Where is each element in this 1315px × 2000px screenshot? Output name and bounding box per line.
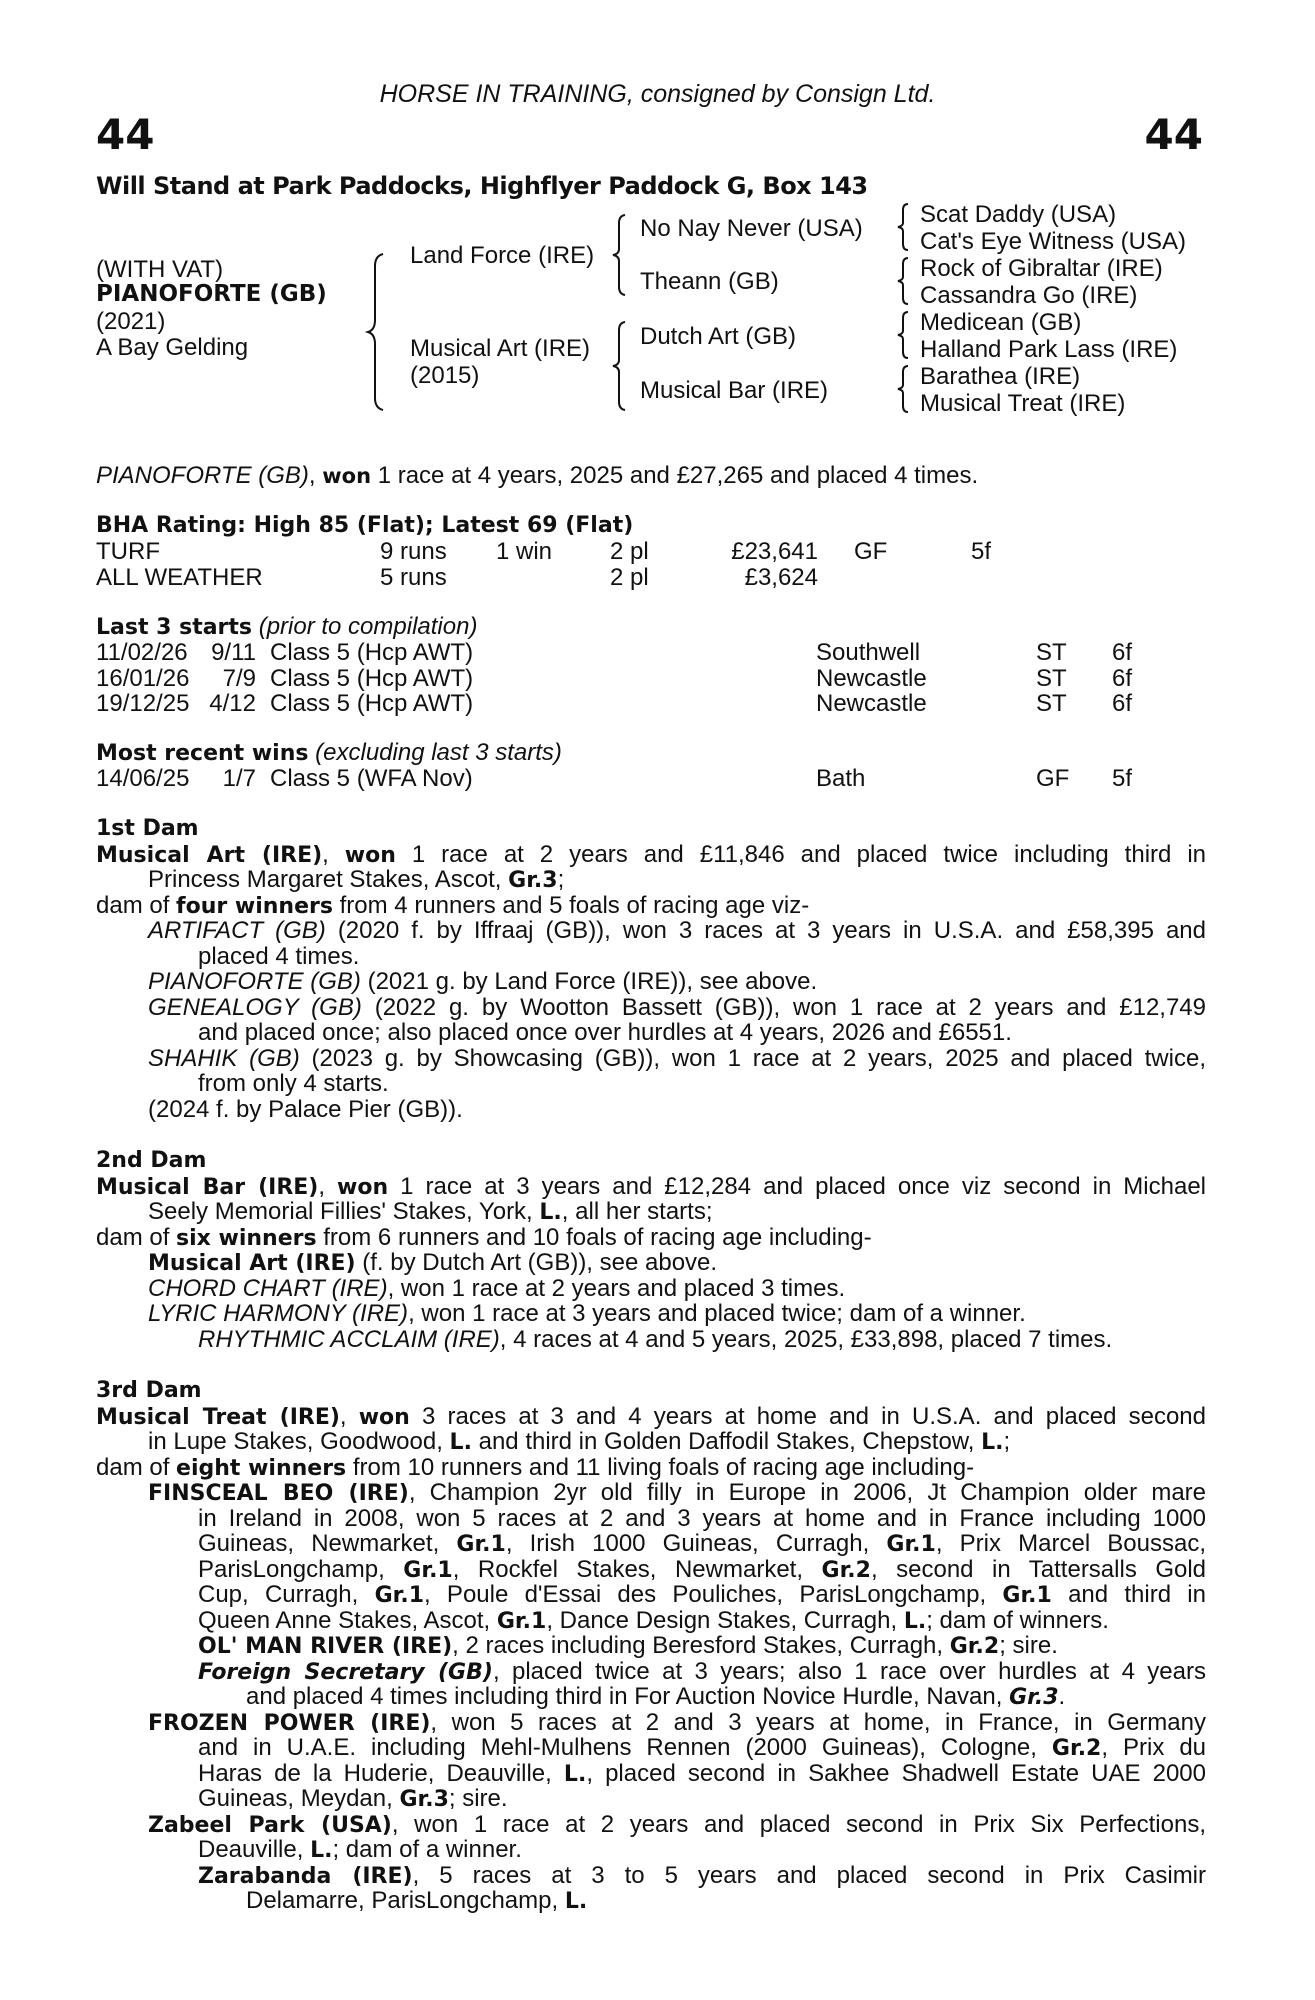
start-going: ST <box>1036 639 1067 666</box>
recent-wins-heading <box>96 740 562 767</box>
second-dam-heading: 2nd Dam <box>96 1148 207 1173</box>
pedigree-gen3-1: Scat Daddy (USA) <box>920 201 1117 228</box>
punctuation: . <box>1058 1683 1066 1710</box>
first-dam-heading: 1st Dam <box>96 816 199 841</box>
grade-label: Gr.1 <box>496 1608 547 1634</box>
rating-surface: TURF <box>96 538 160 565</box>
produce-text: and placed 4 times including third in For Auction Novice Hurdle, Navan, <box>246 1683 1003 1710</box>
produce-text: , Poule d'Essai des Pouliches, ParisLongchamp, <box>424 1581 987 1608</box>
last-starts-table <box>96 640 1136 718</box>
win-date: 14/06/25 <box>96 765 190 792</box>
produce-name: RHYTHMIC ACCLAIM (IRE) <box>198 1325 500 1353</box>
pedigree-brace-g3-3 <box>895 310 911 360</box>
race-text: and third in Golden Daffodil Stakes, Chepstow, <box>478 1428 975 1455</box>
start-race: Class 5 (Hcp AWT) <box>270 639 474 666</box>
start-distance: 6f <box>1112 639 1133 666</box>
produce-name: Zarabanda (IRE) <box>198 1863 413 1889</box>
pedigree-brace-g3-1 <box>895 202 911 252</box>
intro-text: dam of <box>96 1223 170 1251</box>
produce-continuation <box>96 1506 1206 1532</box>
recent-wins-title: Most recent wins <box>96 741 309 766</box>
start-date: 16/01/26 <box>96 664 190 692</box>
produce-name: SHAHIK (GB) <box>148 1044 300 1072</box>
produce-name: Zabeel Park (USA) <box>148 1812 392 1838</box>
produce-text: and third in <box>1068 1581 1206 1608</box>
pedigree-brace-g3-2 <box>895 256 911 306</box>
produce-text: , Champion 2yr old filly in Europe in 2006, Jt Champion older mare <box>408 1479 1207 1506</box>
produce-text: , Rockfel Stakes, Newmarket, <box>452 1555 804 1583</box>
produce-item <box>96 1480 1206 1506</box>
produce-text: Haras de la Huderie, Deauville, <box>198 1759 552 1787</box>
second-dam-name: Musical Bar (IRE) <box>96 1174 319 1200</box>
punctuation: ; <box>1003 1428 1011 1455</box>
start-row <box>96 640 1136 666</box>
rating-going: GF <box>854 538 888 565</box>
produce-text: , second in Tattersalls Gold <box>870 1555 1207 1583</box>
intro-text: dam of <box>96 1453 170 1481</box>
produce-continuation <box>96 1608 1206 1634</box>
punctuation: ; <box>557 866 565 893</box>
start-going: ST <box>1036 690 1067 717</box>
produce-item <box>96 1301 1206 1327</box>
grade-label: Gr.3 <box>1009 1685 1059 1710</box>
second-dam-line-1: Musical Bar (IRE), won 1 race at 3 years and £12,284 and placed once viz second in Michael <box>96 1172 1207 1200</box>
produce-text: , Irish 1000 Guineas, Curragh, <box>505 1530 870 1557</box>
rating-row-turf <box>96 539 1096 565</box>
produce-continuation <box>96 1786 1206 1812</box>
produce-text: , placed second in Sakhee Shadwell Estate UAE 2000 <box>586 1759 1207 1787</box>
grandproduce-item <box>96 1633 1206 1659</box>
produce-continuation <box>96 1888 1206 1914</box>
produce-continuation <box>96 1557 1206 1583</box>
produce-name: OL' MAN RIVER (IRE) <box>198 1634 453 1659</box>
produce-text: , 2 races including Beresford Stakes, Curragh, <box>452 1632 944 1659</box>
catalogue-header-title: HORSE IN TRAINING, consigned by Consign Ltd. <box>379 80 936 108</box>
horse-foaling-year: (2021) <box>96 308 166 335</box>
pedigree-dam-dam: Musical Bar (IRE) <box>640 377 829 404</box>
produce-name: GENEALOGY (GB) <box>148 993 362 1021</box>
produce-item <box>96 969 1206 995</box>
produce-item <box>96 1812 1206 1838</box>
third-dam-name: Musical Treat (IRE) <box>96 1404 340 1430</box>
produce-text: , Prix Marcel Boussac, <box>935 1530 1207 1557</box>
bha-rating-heading: BHA Rating: High 85 (Flat); Latest 69 (Flat) <box>96 513 634 538</box>
summary-won: won <box>322 464 372 488</box>
pedigree-brace-dam <box>610 320 628 412</box>
win-distance: 5f <box>1112 765 1133 792</box>
grandproduce-item <box>96 1863 1206 1889</box>
pedigree-brace-g3-4 <box>895 364 911 414</box>
produce-continuation <box>96 1582 1206 1608</box>
winners-count: eight winners <box>176 1455 347 1481</box>
grade-label: Gr.1 <box>886 1532 936 1557</box>
produce-name: LYRIC HARMONY (IRE) <box>148 1300 409 1327</box>
third-dam-line-2 <box>96 1429 1206 1455</box>
won-label: won <box>344 842 396 868</box>
produce-item <box>96 918 1206 944</box>
produce-text: , placed twice at 3 years; also 1 race over hurdles at 4 years <box>492 1657 1206 1685</box>
listed-label: L. <box>563 1761 587 1787</box>
race-text: Seely Memorial Fillies' Stakes, York, <box>148 1198 533 1225</box>
grade-label: Gr.1 <box>1002 1583 1052 1608</box>
pedigree-gen3-7: Barathea (IRE) <box>920 363 1081 390</box>
start-course: Newcastle <box>816 690 927 717</box>
listed-label: L. <box>449 1430 472 1455</box>
summary-horse-name: PIANOFORTE (GB) <box>96 462 309 489</box>
produce-text: from only 4 starts. <box>198 1070 389 1097</box>
won-label: won <box>337 1174 389 1200</box>
rating-row-all-weather <box>96 565 1096 591</box>
stabling-location: Will Stand at Park Paddocks, Highflyer Paddock G, Box 143 <box>96 172 868 200</box>
produce-text: in Ireland in 2008, won 5 races at 2 and 3 years at home and in France including 1000 <box>198 1504 1206 1532</box>
produce-text: Cup, Curragh, <box>198 1581 359 1608</box>
produce-text: (2020 f. by Iffraaj (GB)), won 3 races at 3 years in U.S.A. and £58,395 and <box>337 917 1206 944</box>
produce-text: placed 4 times. <box>198 942 360 970</box>
first-dam-line-1: Musical Art (IRE), won 1 race at 2 years and £11,846 and placed twice including third in <box>96 840 1206 868</box>
pedigree-dam-year: (2015) <box>410 362 480 389</box>
produce-name: PIANOFORTE (GB) <box>148 968 361 995</box>
intro-text: from 6 runners and 10 foals of racing age including- <box>323 1223 872 1251</box>
pedigree-brace-sire <box>610 213 628 297</box>
produce-item <box>96 1046 1206 1072</box>
produce-text: , won 1 race at 2 years and placed second in Prix Six Perfections, <box>391 1810 1207 1838</box>
race-record-summary <box>96 463 978 490</box>
horse-name: PIANOFORTE (GB) <box>96 281 327 307</box>
pedigree-brace-main <box>365 252 387 412</box>
listed-label: L. <box>310 1838 333 1863</box>
third-dam-line-1: Musical Treat (IRE), won 3 races at 3 and 4 years at home and in U.S.A. and placed second <box>96 1402 1206 1430</box>
produce-item <box>96 1097 1206 1123</box>
second-dam-section <box>96 1148 1206 1352</box>
produce-continuation <box>96 944 1206 970</box>
rating-runs: 5 runs <box>380 563 447 591</box>
grade-label: Gr.3 <box>399 1787 449 1812</box>
win-course: Bath <box>816 765 866 792</box>
race-text: Princess Margaret Stakes, Ascot, <box>148 866 502 893</box>
rating-table <box>96 539 1096 591</box>
win-position: 1/7 <box>222 765 256 792</box>
rating-placed: 2 pl <box>610 538 649 565</box>
produce-text: , Dance Design Stakes, Curragh, <box>546 1606 898 1634</box>
produce-text: , won 1 race at 3 years and placed twice; dam of a winner. <box>408 1300 1026 1327</box>
third-dam-record: 3 races at 3 and 4 years at home and in U.S.A. and placed second <box>422 1402 1206 1430</box>
summary-text: 1 race at 4 years, 2025 and £27,265 and placed 4 times. <box>377 462 979 489</box>
produce-text: ParisLongchamp, <box>198 1555 385 1583</box>
pedigree-dam: Musical Art (IRE) <box>410 335 591 362</box>
rating-distance: 5f <box>971 538 992 565</box>
rating-wins: 1 win <box>496 538 553 565</box>
lot-number-right: 44 <box>1144 110 1203 159</box>
rating-placed: 2 pl <box>610 563 649 591</box>
start-going: ST <box>1036 664 1067 692</box>
last-starts-note: (prior to compilation) <box>258 613 478 640</box>
produce-text: , 4 races at 4 and 5 years, 2025, £33,898, placed 7 times. <box>499 1325 1113 1353</box>
won-label: won <box>358 1404 410 1430</box>
produce-text: ; dam of a winner. <box>332 1836 522 1863</box>
grade-label: Gr.1 <box>374 1583 425 1608</box>
grade-label: Gr.2 <box>821 1557 871 1583</box>
third-dam-heading: 3rd Dam <box>96 1378 202 1403</box>
first-dam-produce-intro <box>96 893 1206 919</box>
second-dam-produce-intro <box>96 1225 1206 1251</box>
win-going: GF <box>1036 765 1070 792</box>
grade-label: Gr.3 <box>508 868 558 893</box>
produce-text: Delamarre, ParisLongchamp, <box>246 1887 559 1914</box>
pedigree-gen3-3: Rock of Gibraltar (IRE) <box>920 255 1163 282</box>
produce-item <box>96 995 1206 1021</box>
produce-name: Musical Art (IRE) <box>148 1251 356 1276</box>
start-distance: 6f <box>1112 664 1133 692</box>
produce-continuation <box>96 1071 1206 1097</box>
start-date: 19/12/25 <box>96 690 190 717</box>
produce-text: (2024 f. by Palace Pier (GB)). <box>148 1095 463 1123</box>
listed-label: L. <box>903 1608 927 1634</box>
produce-item <box>96 1276 1206 1302</box>
pedigree-dam-sire: Dutch Art (GB) <box>640 323 797 350</box>
grade-label: Gr.1 <box>456 1532 506 1557</box>
rating-earnings: £23,641 <box>731 538 818 565</box>
last-starts-title: Last 3 starts <box>96 615 253 640</box>
listed-label: L. <box>539 1200 562 1225</box>
first-dam-name: Musical Art (IRE) <box>96 842 323 868</box>
listed-label: L. <box>981 1430 1004 1455</box>
pedigree-sire: Land Force (IRE) <box>410 242 595 269</box>
start-position: 4/12 <box>209 690 256 717</box>
start-course: Southwell <box>816 639 921 666</box>
grade-label: Gr.1 <box>403 1557 453 1583</box>
produce-text: (2022 g. by Wootton Bassett (GB)), won 1 race at 2 years and £12,749 <box>374 993 1207 1021</box>
grandproduce-item <box>96 1659 1206 1685</box>
produce-continuation <box>96 1735 1206 1761</box>
intro-text: from 4 runners and 5 foals of racing age viz- <box>339 891 810 919</box>
grade-label: Gr.2 <box>1051 1736 1102 1761</box>
recent-wins-table <box>96 766 1136 792</box>
produce-name: ARTIFACT (GB) <box>148 917 326 944</box>
start-position: 7/9 <box>222 664 256 692</box>
produce-name: Foreign Secretary (GB) <box>198 1659 493 1685</box>
third-dam-section <box>96 1378 1206 1914</box>
produce-text: Deauville, <box>198 1836 304 1863</box>
produce-name: FINSCEAL BEO (IRE) <box>148 1481 409 1506</box>
produce-item <box>96 1327 1206 1353</box>
produce-text: Queen Anne Stakes, Ascot, <box>198 1606 491 1634</box>
lot-number-left: 44 <box>96 110 155 159</box>
pedigree-sire-dam: Theann (GB) <box>640 268 779 295</box>
intro-text: dam of <box>96 891 170 919</box>
intro-text: from 10 runners and 11 living foals of racing age including- <box>352 1453 975 1481</box>
pedigree-gen3-6: Halland Park Lass (IRE) <box>920 336 1178 363</box>
produce-continuation <box>96 1684 1206 1710</box>
produce-text: and placed once; also placed once over hurdles at 4 years, 2026 and £6551. <box>198 1019 1012 1046</box>
pedigree-gen3-2: Cat's Eye Witness (USA) <box>920 228 1186 255</box>
produce-item <box>96 1710 1206 1736</box>
produce-text: (f. by Dutch Art (GB)), see above. <box>362 1249 718 1276</box>
summary-separator: , <box>308 462 316 489</box>
rating-surface: ALL WEATHER <box>96 563 263 591</box>
race-text: , all her starts; <box>561 1198 713 1225</box>
win-race: Class 5 (WFA Nov) <box>270 765 473 792</box>
start-course: Newcastle <box>816 664 927 692</box>
produce-text: ; sire. <box>448 1785 508 1812</box>
produce-text: , Prix du <box>1101 1734 1207 1761</box>
start-position: 9/11 <box>211 639 256 666</box>
first-dam-section <box>96 816 1206 1122</box>
listed-label: L. <box>564 1889 588 1914</box>
start-distance: 6f <box>1112 690 1133 717</box>
pedigree-gen3-5: Medicean (GB) <box>920 309 1082 336</box>
grade-label: Gr.2 <box>949 1634 1000 1659</box>
produce-name: FROZEN POWER (IRE) <box>148 1710 431 1736</box>
produce-continuation <box>96 1531 1206 1557</box>
produce-text: , 5 races at 3 to 5 years and placed second in Prix Casimir <box>412 1861 1207 1889</box>
produce-text: ; dam of winners. <box>926 1606 1109 1634</box>
rating-earnings: £3,624 <box>744 563 818 591</box>
vat-status: (WITH VAT) <box>96 256 224 283</box>
produce-text: Guineas, Newmarket, <box>198 1530 440 1557</box>
produce-item <box>96 1250 1206 1276</box>
produce-text: (2023 g. by Showcasing (GB)), won 1 race at 2 years, 2025 and placed twice, <box>311 1044 1206 1072</box>
winners-count: six winners <box>176 1225 317 1251</box>
start-date: 11/02/26 <box>96 639 188 666</box>
rating-runs: 9 runs <box>380 538 447 565</box>
start-row <box>96 666 1136 692</box>
win-row <box>96 766 1136 792</box>
last-starts-heading <box>96 614 477 641</box>
first-dam-line-2 <box>96 867 1206 893</box>
produce-name: CHORD CHART (IRE) <box>148 1274 388 1302</box>
produce-text: Guineas, Meydan, <box>198 1785 393 1812</box>
pedigree-sire-sire: No Nay Never (USA) <box>640 215 863 242</box>
produce-text: , won 5 races at 2 and 3 years at home, in France, in Germany <box>430 1708 1206 1736</box>
start-race: Class 5 (Hcp AWT) <box>270 690 474 717</box>
produce-continuation <box>96 1020 1206 1046</box>
recent-wins-note: (excluding last 3 starts) <box>315 739 562 766</box>
produce-text: ; sire. <box>999 1632 1058 1659</box>
produce-text: (2021 g. by Land Force (IRE)), see above. <box>367 968 818 995</box>
start-row <box>96 691 1136 717</box>
pedigree-gen3-8: Musical Treat (IRE) <box>920 390 1126 417</box>
first-dam-record: 1 race at 2 years and £11,846 and placed twice including third in <box>411 840 1206 868</box>
race-text: in Lupe Stakes, Goodwood, <box>148 1428 443 1455</box>
pedigree-gen3-4: Cassandra Go (IRE) <box>920 282 1138 309</box>
produce-text: and in U.A.E. including Mehl-Mulhens Rennen (2000 Guineas), Cologne, <box>198 1734 1037 1761</box>
produce-continuation <box>96 1837 1206 1863</box>
winners-count: four winners <box>176 893 333 919</box>
start-race: Class 5 (Hcp AWT) <box>270 664 474 692</box>
third-dam-produce-intro <box>96 1455 1206 1481</box>
second-dam-record: 1 race at 3 years and £12,284 and placed once viz second in Michael <box>400 1172 1207 1200</box>
produce-continuation <box>96 1761 1206 1787</box>
horse-description: A Bay Gelding <box>96 334 249 361</box>
produce-text: , won 1 race at 2 years and placed 3 times. <box>387 1274 846 1302</box>
second-dam-line-2 <box>96 1199 1206 1225</box>
